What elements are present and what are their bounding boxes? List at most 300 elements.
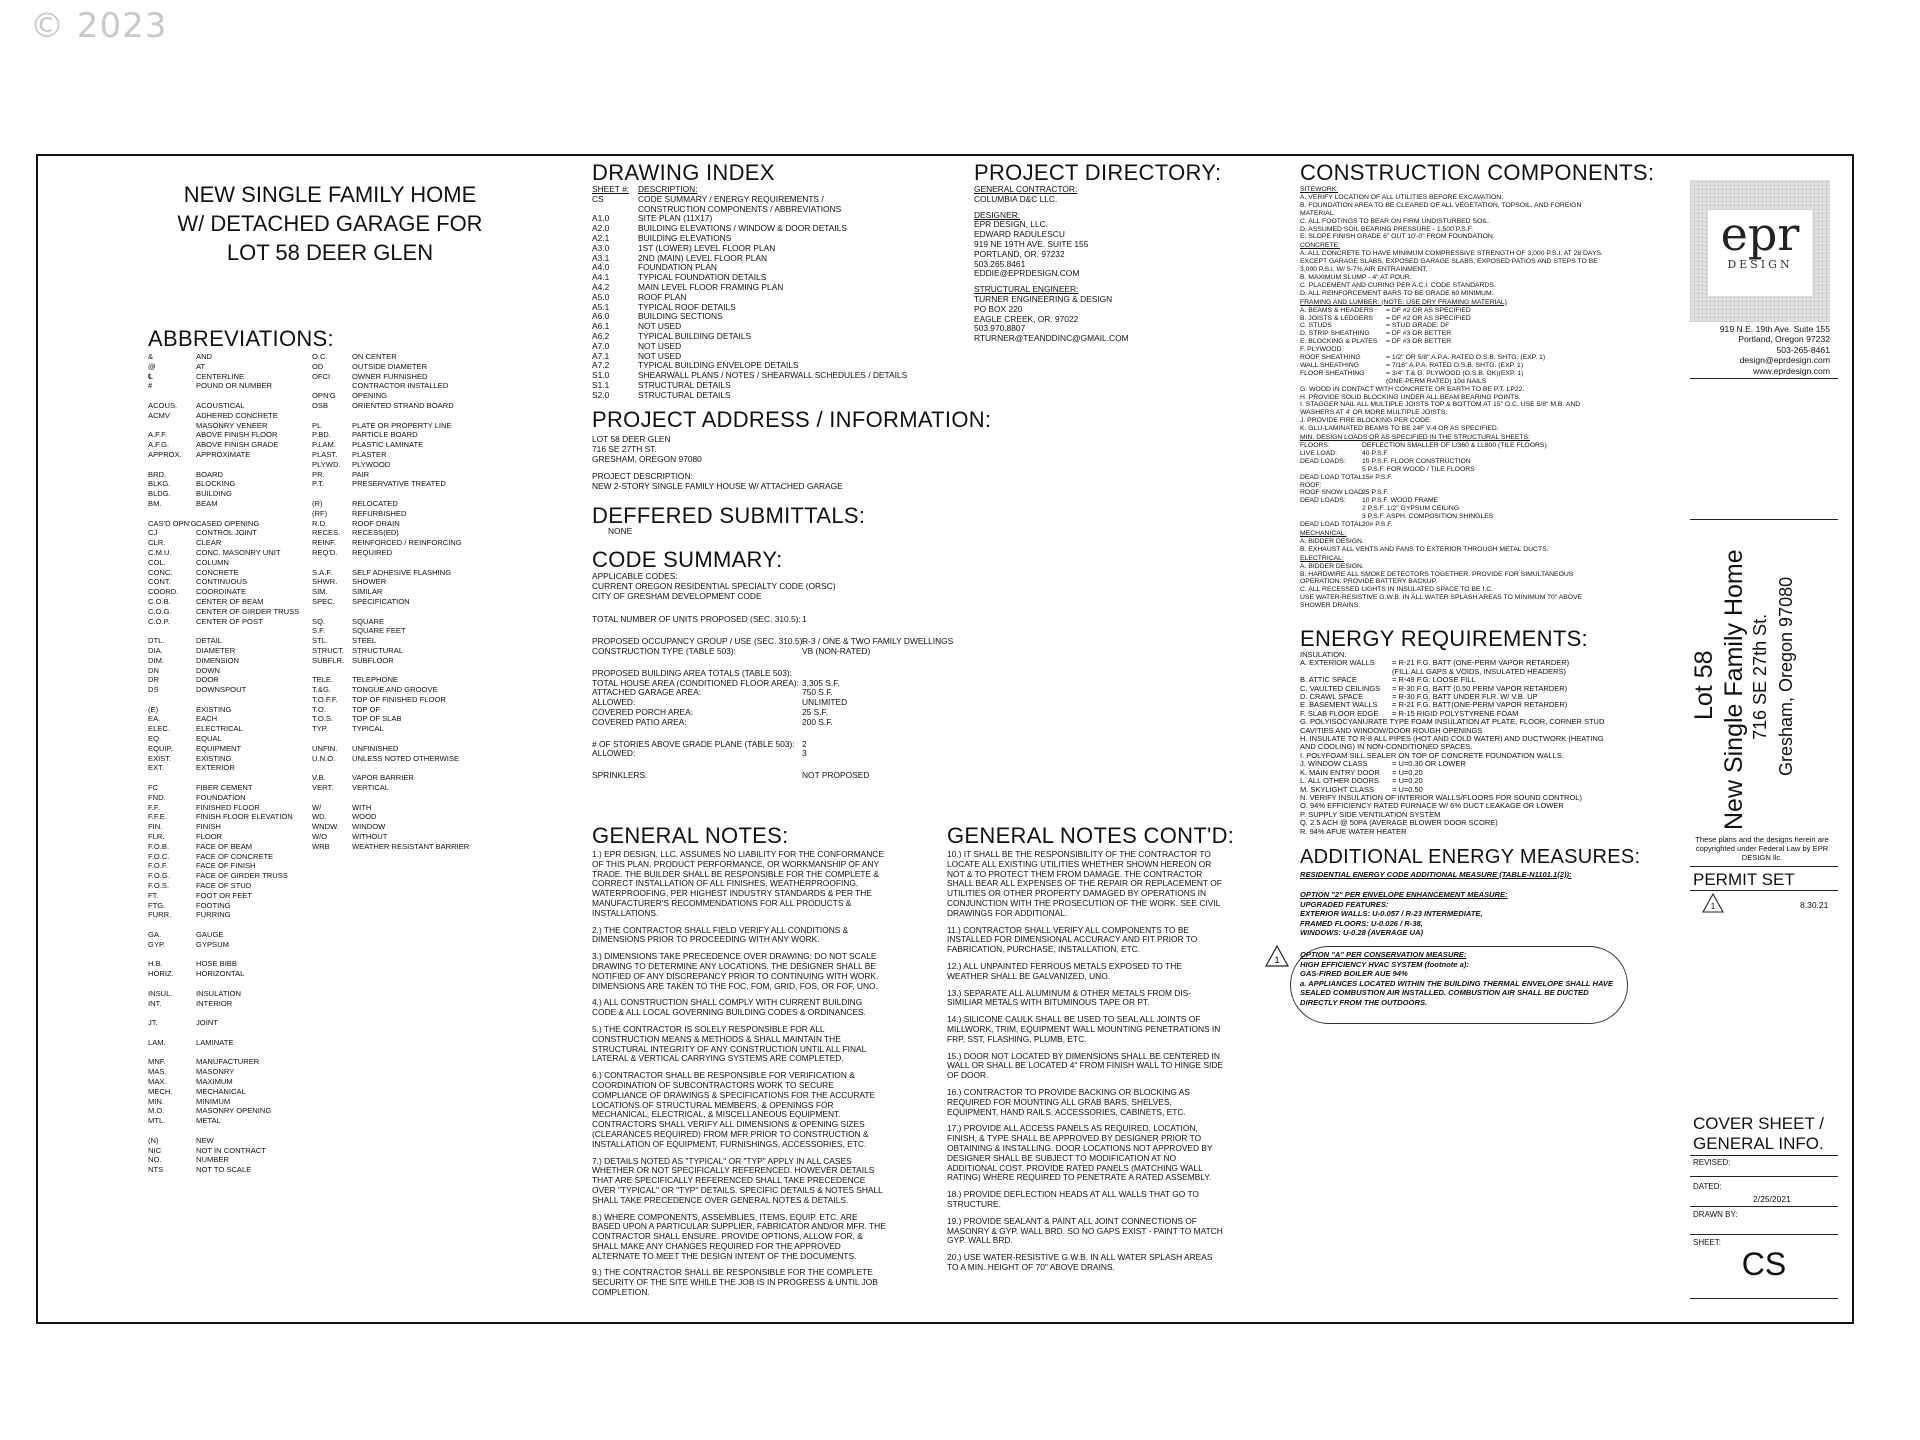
abbr-code: APPROX. (148, 449, 182, 459)
item-value: = 3/4" T.& G. PLYWOOD (O.S.B. OK)(EXP. 1) (1386, 369, 1524, 377)
abbr-meaning: MANUFACTURER (196, 1057, 260, 1067)
abbr-meaning (352, 734, 472, 744)
project-address-block (592, 435, 922, 492)
item-label: ROOF SNOW LOAD: (1300, 489, 1365, 497)
item-label: B. JOISTS & LEDGERS (1300, 314, 1373, 322)
code-summary-row (592, 615, 982, 625)
abbr-meaning: DETAIL (196, 636, 223, 646)
abbr-code: O.C. (312, 352, 328, 361)
sheet-description-cell: TYPICAL BUILDING ENVELOPE DETAILS (638, 360, 799, 371)
abbr-meaning: RELOCATED (352, 498, 398, 508)
item-value: = DF #3 OR BETTER (1386, 338, 1452, 346)
item-label: A. BEAMS & HEADERS (1300, 306, 1374, 314)
code-label: COVERED PATIO AREA: (592, 716, 687, 727)
sheet-number-cell: A7.0 (592, 340, 610, 351)
directory-line: PO BOX 220 (974, 303, 1023, 314)
abbr-meaning: CASED OPENING (196, 518, 260, 528)
framing-item (1300, 322, 1610, 330)
item-label: D. STRIP SHEATHING (1300, 330, 1370, 338)
abbr-code: REQ'D. (312, 547, 338, 557)
section-label: MIN. DESIGN LOADS OR AS SPECIFIED IN THE STRUCTURAL SHEETS: (1300, 434, 1531, 442)
energy-label: A. EXTERIOR WALLS (1300, 658, 1375, 668)
energy-label: D. CRAWL SPACE (1300, 692, 1364, 702)
abbr-meaning: WITHOUT (352, 832, 388, 842)
framing-item (1300, 330, 1610, 338)
code-summary-row (592, 718, 982, 728)
item-value: 10 P.S.F. FLOOR CONSTRUCTION (1362, 457, 1471, 465)
abbr-meaning: REQUIRED (352, 547, 393, 557)
abbr-code (148, 460, 196, 470)
firm-info (1690, 324, 1830, 376)
abbr-meaning: METAL (196, 1116, 221, 1126)
abbr-code: DIA. (148, 645, 163, 655)
abbr-meaning: WOOD (352, 812, 377, 822)
abbr-code: EQUIP. (148, 743, 173, 753)
abbr-code: M.O. (148, 1106, 165, 1116)
abbr-meaning: ABOVE FINISH GRADE (196, 440, 279, 450)
abbr-meaning: VAPOR BARRIER (352, 773, 414, 783)
item-value: 20# P.S.F. (1362, 521, 1393, 529)
divider (1690, 1176, 1838, 1177)
sheet-description-cell: 1ST (LOWER) LEVEL FLOOR PLAN (638, 242, 776, 253)
abbr-meaning: PLASTER (352, 449, 387, 459)
project-description: NEW 2-STORY SINGLE FAMILY HOUSE W/ ATTACHED GARAGE (592, 481, 843, 492)
sheet-number-cell: A6.0 (592, 311, 610, 322)
abbr-meaning: EXISTING (196, 753, 232, 763)
abbr-meaning: FIBER CEMENT (196, 783, 253, 793)
item-value: 5 P.S.F. FOR WOOD / TILE FLOORS (1362, 465, 1475, 473)
abbr-code: (RF) (312, 508, 328, 518)
energy-value: = R-21 F.G. BATT (ONE-PERM VAPOR RETARDER) (1392, 658, 1570, 668)
abbr-meaning: FINISH FLOOR ELEVATION (196, 812, 293, 822)
abbr-code: F.O.G. (148, 871, 170, 881)
code-summary-rows (592, 740, 982, 760)
abbr-code: PL (312, 420, 322, 430)
energy-value: = R-49 F.G. LOOSE FILL (1392, 675, 1476, 685)
sheet-number-cell: A1.0 (592, 213, 610, 224)
project-description-label: PROJECT DESCRIPTION: (592, 471, 693, 482)
option-2-line: UPGRADED FEATURES: (1300, 899, 1389, 909)
load-item (1300, 442, 1610, 450)
item-label: DEAD LOAD TOTAL: (1300, 473, 1365, 481)
directory-line: TURNER ENGINEERING & DESIGN (974, 293, 1113, 304)
energy-note: R. 94% AFUE WATER HEATER (1300, 826, 1407, 836)
abbr-code (312, 793, 352, 803)
divider (1690, 378, 1838, 379)
directory-line: EPR DESIGN, LLC. (974, 219, 1049, 230)
abbr-meaning: TYPICAL (352, 724, 384, 734)
option-a-line: HIGH EFFICIENCY HVAC SYSTEM (footnote a): (1300, 959, 1469, 969)
option-2-block (1300, 890, 1620, 938)
sheet-description-cell: BUILDING SECTIONS (638, 311, 723, 322)
abbr-code: FT. (148, 890, 159, 900)
code-label: SPRINKLERS: (592, 770, 648, 781)
abbr-meaning: OWNER FURNISHED (352, 371, 428, 381)
sitework-item: E. SLOPE FINISH GRADE 6" OUT 10'-0" FROM FOUNDATION. (1300, 233, 1495, 241)
electrical-item: B. HARDWIRE ALL SMOKE DETECTORS TOGETHER. PROVIDE FOR SIMULTANEOUS OPERATION. PROVIDE BATTERY BACKUP. (1300, 570, 1574, 586)
directory-label: GENERAL CONTRACTOR: (974, 184, 1078, 194)
construction-block (1300, 185, 1610, 610)
general-note: 8.) WHERE COMPONENTS, ASSEMBLIES, ITEMS, EQUIP. ETC. ARE BASED UPON A PARTICULAR SUPPLIER, FABRICATOR AND/OR MFR. THE CONTRACTOR SHALL ENSURE. PROVIDE OPTIONS, ALLOW FOR, & SHALL MAKE ANY CHANGES REQUIRED FOR THE APPROVED ALTERNATE TO MEET THE DESIGN INTENT OF THE DOCUMENTS. (592, 1211, 886, 1261)
abbr-meaning: RECESS(ED) (352, 528, 399, 538)
abbr-meaning (196, 979, 310, 989)
abbr-meaning: MECHANICAL (196, 1086, 246, 1096)
abbr-code: REINF. (312, 538, 337, 548)
abbr-code: SUBFLR. (312, 655, 345, 665)
general-note: 17.) PROVIDE ALL ACCESS PANELS AS REQUIRED. LOCATION, FINISH, & TYPE SHALL BE APPROVED BY DESIGNER PRIOR TO OBTAINING & INSTALLING. DOOR LOCATIONS NOT APPROVED BY DESIGNER SHALL BE SUBJECT TO MODIFICATION AT NO ADDITIONAL COST. PROVIDE RATED PANELS (MATCHING WALL RATING) WHERE REQUIRED TO PENETRATE A RATED ASSEMBLY. (947, 1123, 1213, 1183)
code-label: COVERED PORCH AREA: (592, 706, 693, 717)
abbr-meaning: EXTERIOR (196, 763, 235, 773)
load-item (1300, 458, 1610, 466)
abbr-meaning: EQUIPMENT (196, 743, 242, 753)
option-a-line: GAS-FIRED BOILER AUE 94% (1300, 969, 1408, 978)
general-note: 6.) CONTRACTOR SHALL BE RESPONSIBLE FOR VERIFICATION & COORDINATION OF SUBCONTRACTORS WORK TO SECURE COMPLIANCE OF DRAWINGS & SPECIFICATIONS FOR THE ACCURATE LOCATIONS OF STRUCTURAL MEMBERS, & OPENINGS FOR MECHANICAL, ELECTRICAL, & MISCELLANEOUS EQUIPMENT. CONTRACTORS SHALL VERIFY ALL DIMENSIONS & OPENING SIZES (CLEARANCES REQUIRED) FROM MFR PRIOR TO CONSTRUCTION & INSTALLATION OF EQUIPMENT, FURNISHINGS, ACCESSORIES, ETC. (592, 1070, 876, 1149)
abbr-code (312, 558, 352, 568)
abbr-code: FURR. (148, 910, 172, 920)
drawing-index-row (592, 391, 922, 401)
abbr-code: T.&G. (312, 685, 331, 695)
code-summary-rows (592, 615, 982, 625)
abbr-meaning: DOWN (196, 665, 221, 675)
energy-note: Q. 2.5 ACH @ 50PA (AVERAGE BLOWER DOOR SCORE) (1300, 818, 1498, 828)
abbr-code: W/ (312, 802, 322, 812)
item-value: 10 P.S.F. WOOD FRAME (1362, 497, 1439, 505)
item-value: = DF #2 OR AS SPECIFIED (1386, 314, 1471, 322)
project-directory-heading: PROJECT DIRECTORY: (974, 160, 1222, 185)
general-note: 3.) DIMENSIONS TAKE PRECEDENCE OVER DRAWING: DO NOT SCALE DRAWING TO DETERMINE ANY LOCATIONS. THE DESIGNER SHALL BE NOTIFIED OF ANY DISCREPANCY PRIOR TO CONTINUING WITH WORK. DIMENSIONS ARE TAKEN TO THE FOC, FOM, GRID, FOS, OR FOF, UNO. (592, 951, 879, 991)
section-label: FRAMING AND LUMBER: (NOTE: USE DRY FRAMING MATERIAL) (1300, 298, 1507, 306)
abbr-code: CAS'D OPN'G (148, 518, 196, 528)
divider (1690, 1298, 1838, 1299)
abbr-meaning: NOT IN CONTRACT (196, 1145, 266, 1155)
framing-item (1300, 362, 1610, 370)
abbr-code (312, 489, 352, 499)
abbr-meaning: CONTINUOUS (196, 577, 248, 587)
energy-label: M. SKYLIGHT CLASS (1300, 784, 1375, 794)
load-item (1300, 513, 1610, 521)
sitework-item: C. ALL FOOTINGS TO BEAR ON FIRM UNDISTURBED SOIL. (1300, 217, 1490, 225)
general-note: 11.) CONTRACTOR SHALL VERIFY ALL COMPONENTS TO BE INSTALLED FOR DIMENSIONAL ACCURACY AND FIT PRIOR TO FABRICATION, PURCHASE, INSTALLATION, ETC. (947, 924, 1198, 955)
abbr-meaning: ABOVE FINISH FLOOR (196, 430, 278, 440)
sheet-number-cell: A7.2 (592, 360, 610, 371)
abbr-code: OD (312, 361, 324, 371)
abbr-code: C.O.P. (148, 616, 170, 626)
additional-sub: RESIDENTIAL ENERGY CODE ADDITIONAL MEASURE (TABLE-N1101.1(2)): (1300, 870, 1572, 879)
sheet-number-cell: A2.0 (592, 223, 610, 234)
abbr-code: EQ. (148, 734, 162, 744)
sheet-description-cell: ROOF PLAN (638, 291, 687, 302)
abbr-meaning: SQUARE (352, 616, 385, 626)
abbr-code: HORIZ. (148, 969, 174, 979)
abbr-code (148, 509, 196, 519)
vertical-address1: 716 SE 27th St. (1750, 613, 1770, 740)
abbr-code: ℄ (148, 371, 153, 381)
general-note: 15.) DOOR NOT LOCATED BY DIMENSIONS SHALL BE CENTERED IN WALL OR SHALL BE LOCATED 4" FROM FINISH WALL TO HINGE SIDE OF DOOR. (947, 1050, 1223, 1081)
sheet-number-cell: A6.1 (592, 321, 610, 332)
abbr-meaning: REINFORCED / REINFORCING (352, 538, 462, 548)
revised-label: REVISED: (1693, 1158, 1731, 1167)
logo-epr-text: epr (1720, 207, 1800, 261)
abbr-meaning: ORIENTED STRAND BOARD (352, 400, 454, 410)
item-value: 3 P.S.F. ASPH. COMPOSITION SHINGLES (1362, 513, 1494, 521)
abbr-meaning (352, 489, 472, 499)
abbr-meaning: PLATE OR PROPERTY LINE (352, 420, 452, 430)
sheet-number: CS (1741, 1246, 1787, 1282)
energy-label: J. WINDOW CLASS (1300, 759, 1368, 769)
abbr-meaning (196, 773, 310, 783)
additional-heading: ADDITIONAL ENERGY MEASURES: (1300, 846, 1641, 868)
sitework-item: D. ASSUMED SOIL BEARING PRESSURE - 1,500 P.S.F. (1300, 225, 1474, 233)
abbr-code (312, 607, 352, 617)
copyright-note: These plans and the designs herein are copyrighted under Federal Law by EPR DESIGN llc. (1695, 835, 1829, 862)
abbr-code: CJ (148, 528, 158, 538)
framing-note: K. GLU-LAMINATED BEAMS TO BE 24F V-4 OR AS SPECIFIED. (1300, 425, 1499, 433)
code-label: # OF STORIES ABOVE GRADE PLANE (TABLE 503): (592, 738, 795, 749)
abbr-meaning: TOP OF SLAB (352, 714, 402, 724)
code-summary-rows (592, 771, 982, 781)
sheet-description-cell: SITE PLAN (11X17) (638, 213, 713, 224)
code-value: UNLIMITED (802, 697, 848, 708)
logo-inner (1708, 207, 1812, 296)
abbr-code: C.O.B. (148, 596, 171, 606)
item-value: 25 P.S.F. (1362, 489, 1389, 497)
item-value: = 1/2" OR 5/8" A.P.A. RATED O.S.B. SHTG. (EXP. 1) (1386, 354, 1546, 362)
abbr-code: VERT. (312, 783, 334, 793)
general-note: 2.) THE CONTRACTOR SHALL FIELD VERIFY ALL CONDITIONS & DIMENSIONS PRIOR TO PROCEEDING WITH ANY WORK. (592, 924, 849, 945)
abbr-meaning: FINISH (196, 822, 221, 832)
energy-value: = R-21 F.G. BATT(ONE-PERM VAPOR RETARDER) (1392, 700, 1568, 710)
abbr-code: WNDW. (312, 822, 339, 832)
concrete-item: C. PLACEMENT AND CURING PER A.C.I. CODE STANDARDS. (1300, 281, 1496, 289)
abbr-meaning: PAIR (352, 469, 370, 479)
abbr-meaning: INTERIOR (196, 998, 233, 1008)
abbr-meaning: CLEAR (196, 538, 222, 548)
electrical-item: C. ALL RECESSED LIGHTS IN INSULATED SPACE TO BE I.C. (1300, 586, 1494, 594)
abbr-meaning: SPECIFICATION (352, 596, 410, 606)
sheet-number-cell: CS (592, 193, 604, 204)
abbr-meaning: FACE OF GIRDER TRUSS (196, 871, 288, 881)
energy-note: O. 94% EFFICIENCY RATED FURNACE W/ 6% DUCT LEAKAGE OR LOWER (1300, 801, 1564, 811)
code-summary-row (592, 740, 982, 750)
directory-line: 503.970.8807 (974, 323, 1026, 334)
energy-label: C. VAULTED CEILINGS (1300, 683, 1381, 693)
abbr-code (148, 979, 196, 989)
concrete-item: A. ALL CONCRETE TO HAVE MINIMUM COMPRESSIVE STRENGTH OF 3,000 P.S.I. AT 28 DAYS. EXCEPT GARAGE SLABS, EXPOSED GARAGE SLABS, EXPOSED PATIOS AND STEPS TO BE 3,000 P.S.I. W/ 5-7% AIR ENTRAINMENT. (1300, 250, 1603, 274)
abbr-code: P.BD. (312, 430, 331, 440)
abbr-meaning: ELECTRICAL (196, 724, 243, 734)
abbr-code: T.O. (312, 704, 326, 714)
abbr-meaning (352, 411, 472, 421)
general-note: 5.) THE CONTRACTOR IS SOLELY RESPONSIBLE FOR ALL CONSTRUCTION MEANS & METHODS & SHALL MAINTAIN THE STRUCTURAL INTEGRITY OF ANY CONSTRUCTION UNTIL ALL FINAL LATERAL & VERTICAL CARRYING SYSTEMS ARE COMPLETED. (592, 1023, 866, 1064)
drawing-index-rows (592, 195, 922, 401)
sheet-description-cell: STRUCTURAL DETAILS (638, 379, 731, 390)
abbr-meaning: COORDINATE (196, 587, 247, 597)
abbr-code: WRB (312, 841, 330, 851)
framing-item (1300, 378, 1610, 386)
abbr-code: F.O.S. (148, 881, 170, 891)
abbr-meaning: APPROXIMATE (196, 449, 251, 459)
abbr-meaning: DOOR (196, 675, 219, 685)
sheet-description-cell: MAIN LEVEL FLOOR FRAMING PLAN (638, 281, 784, 292)
abbr-meaning (196, 1126, 310, 1136)
framing-item (1300, 346, 1610, 354)
abbr-code: CLR. (148, 538, 166, 548)
abbr-meaning (352, 666, 472, 676)
option-a-line: a. APPLIANCES LOCATED WITHIN THE BUILDING THERMAL ENVELOPE SHALL HAVE SEALED COMBUSTION AIR INSTALLED. COMBUSTION AIR SHALL BE DUCTED DIRECTLY FROM THE OUTDOORS. (1300, 978, 1614, 1007)
abbr-code: FLR. (148, 832, 165, 842)
project-title-line: NEW SINGLE FAMILY HOME (183, 182, 477, 207)
abbr-code: (R) (312, 498, 323, 508)
code-label: ATTACHED GARAGE AREA: (592, 687, 702, 698)
abbreviations-heading: ABBREVIATIONS: (148, 326, 334, 351)
abbr-meaning: EQUAL (196, 734, 222, 744)
abbr-meaning: MASONRY OPENING (196, 1106, 272, 1116)
abbr-code: UNFIN. (312, 743, 338, 753)
address-line: 716 SE 27TH ST. (592, 443, 657, 454)
abbr-meaning: ON CENTER (352, 352, 397, 361)
energy-value: = R-15 RIGID POLYSTYRENE FOAM (1392, 708, 1519, 718)
vertical-lot: Lot 58 (1690, 650, 1718, 720)
item-label: DEAD LOADS: (1300, 497, 1346, 505)
code-label: ALLOWED: (592, 697, 636, 708)
code-item: CITY OF GRESHAM DEVELOPMENT CODE (592, 590, 762, 601)
code-value: 200 S.F. (802, 716, 833, 727)
abbr-meaning (352, 607, 472, 617)
permit-revision-number: 1 (1710, 902, 1716, 911)
abbr-meaning: ADHERED CONCRETE (196, 410, 278, 420)
abbreviations-col2 (312, 352, 472, 852)
abbr-code: SHWR. (312, 577, 338, 587)
code-value: 750 S.F. (802, 687, 833, 698)
abbr-meaning: FURRING (196, 910, 231, 920)
code-label: CONSTRUCTION TYPE (TABLE 503): (592, 645, 736, 656)
applicable-codes-label: APPLICABLE CODES: (592, 571, 678, 581)
sitework-item: B. FOUNDATION AREA TO BE CLEARED OF ALL VEGETATION, TOPSOIL, AND FOREIGN MATERIAL. (1300, 201, 1582, 217)
item-value: = STUD GRADE: DF (1386, 322, 1450, 330)
abbr-code: TYP. (312, 724, 328, 734)
abbr-meaning: BOARD (196, 469, 224, 479)
abbr-meaning: NEW (196, 1135, 214, 1145)
abbr-meaning: CENTER OF BEAM (196, 596, 264, 606)
abbr-code: V.B. (312, 773, 326, 783)
permit-date: 8.30.21 (1800, 900, 1829, 910)
project-title-line: LOT 58 DEER GLEN (226, 240, 434, 265)
abbr-meaning: CONC. MASONRY UNIT (196, 547, 281, 557)
firm-phone: 503-265-8461 (1776, 344, 1830, 355)
abbr-meaning: FACE OF STUD (196, 881, 252, 891)
abbr-code: MAS. (148, 1067, 167, 1077)
abbr-meaning: TOP OF FINISHED FLOOR (352, 694, 446, 704)
energy-label: B. ATTIC SPACE (1300, 675, 1357, 685)
item-value: DEFLECTION SMALLER OF L/360 & LL800 (TILE FLOORS) (1362, 442, 1547, 449)
option-2-line: FRAMED FLOORS: U-0.026 / R-38, (1300, 918, 1423, 928)
directory-label: DESIGNER: (974, 209, 1021, 220)
energy-value: = U=0.50 (1392, 784, 1423, 794)
abbr-code: EXIST. (148, 753, 172, 763)
code-value: 3 (802, 748, 807, 759)
sheet-number-cell: A7.1 (592, 350, 610, 361)
abbr-meaning: SHOWER (352, 577, 387, 587)
sheet-description-cell: NOT USED (638, 321, 682, 332)
item-value: 40 P.S.F. (1362, 449, 1389, 457)
option-a-title: OPTION "A" PER CONSERVATION MEASURE: (1300, 950, 1467, 959)
abbr-code: MIN. (148, 1096, 165, 1106)
abbr-code: T.O.F.F. (312, 694, 338, 704)
directory-line: EAGLE CREEK, OR. 97022 (974, 313, 1079, 324)
directory-line: COLUMBIA D&C LLC. (974, 193, 1058, 204)
copyright-watermark: © 2023 (30, 6, 168, 46)
sheet-title (1693, 1114, 1824, 1154)
energy-label: E. BASEMENT WALLS (1300, 700, 1378, 710)
abbr-code: RECES. (312, 528, 341, 538)
divider (1690, 1206, 1838, 1207)
abbr-code (148, 695, 196, 705)
electrical-item: USE WATER-RESISTIVE G.W.B. IN ALL WATER SPLASH AREAS TO MINIMUM 70" ABOVE SHOWER DRAINS. (1300, 594, 1583, 610)
abbr-meaning: STEEL (352, 636, 377, 646)
abbr-code: STL. (312, 636, 329, 646)
code-summary-row (592, 749, 982, 759)
abbr-code: MTL. (148, 1116, 166, 1126)
energy-label: K. MAIN ENTRY DOOR (1300, 767, 1380, 777)
dated-label: DATED: (1693, 1182, 1722, 1191)
project-title-line: W/ DETACHED GARAGE FOR (177, 211, 483, 236)
abbr-meaning: OUTSIDE DIAMETER (352, 361, 428, 371)
abbr-meaning: BEAM (196, 498, 218, 508)
abbr-meaning (196, 950, 310, 960)
vertical-address2: Gresham, Oregon 97080 (1776, 576, 1796, 776)
general-note: 13.) SEPARATE ALL ALUMINUM & OTHER METALS FROM DIS-SIMILIAR METALS WITH BITUMINOUS TAPE OR PT. (947, 987, 1192, 1008)
drawing-index-table (592, 185, 922, 401)
abbr-code (312, 381, 352, 391)
sheet-number-cell: A5.1 (592, 301, 610, 312)
abbr-code: PLAST. (312, 449, 338, 459)
abbr-code: NTS (148, 1165, 164, 1175)
firm-city: Portland, Oregon 97232 (1738, 334, 1830, 345)
abbr-code: STRUCT. (312, 645, 345, 655)
abbr-code: P.LAM. (312, 440, 336, 450)
code-summary-rows (592, 669, 982, 728)
item-label (1300, 378, 1386, 386)
sheet-number-cell: A4.1 (592, 272, 610, 283)
sheet-number-cell: A4.2 (592, 281, 610, 292)
sheet-description-cell: NOT USED (638, 350, 682, 361)
general-notes-cont-heading: GENERAL NOTES CONT'D: (947, 823, 1235, 848)
dated-value: 2/25/2021 (1753, 1194, 1791, 1204)
general-notes-heading: GENERAL NOTES: (592, 823, 789, 848)
framing-item (1300, 370, 1610, 378)
abbr-meaning: FOUNDATION (196, 792, 246, 802)
energy-heading: ENERGY REQUIREMENTS: (1300, 626, 1588, 651)
item-label: ROOF SHEATHING (1300, 354, 1361, 362)
deferred-value: NONE (608, 526, 633, 536)
abbr-code: (N) (148, 1135, 159, 1145)
abbr-meaning: FOOTING (196, 900, 231, 910)
abbr-meaning: CONTRACTOR INSTALLED (352, 381, 449, 391)
energy-value: = U=0.20 (1392, 767, 1423, 777)
abbr-meaning: CENTERLINE (196, 371, 245, 381)
general-note: 20.) USE WATER-RESISTIVE G.W.B. IN ALL WATER SPLASH AREAS TO A MIN. HEIGHT OF 70" ABOVE DRAINS. (947, 1252, 1213, 1272)
drawing-index-col-desc: DESCRIPTION: (638, 184, 698, 194)
general-note: 18.) PROVIDE DEFLECTION HEADS AT ALL WALLS THAT GO TO STRUCTURE. (947, 1189, 1199, 1209)
energy-value: = U=0.30 OR LOWER (1392, 759, 1466, 769)
load-item (1300, 482, 1610, 490)
abbr-code (148, 1126, 196, 1136)
energy-block (1300, 651, 1620, 836)
abbr-meaning: GAUGE (196, 930, 224, 940)
deferred-heading: DEFFERED SUBMITTALS: (592, 503, 866, 528)
abbr-code: F.O.F. (148, 861, 168, 871)
drawn-by-label: DRAWN BY: (1693, 1210, 1738, 1219)
